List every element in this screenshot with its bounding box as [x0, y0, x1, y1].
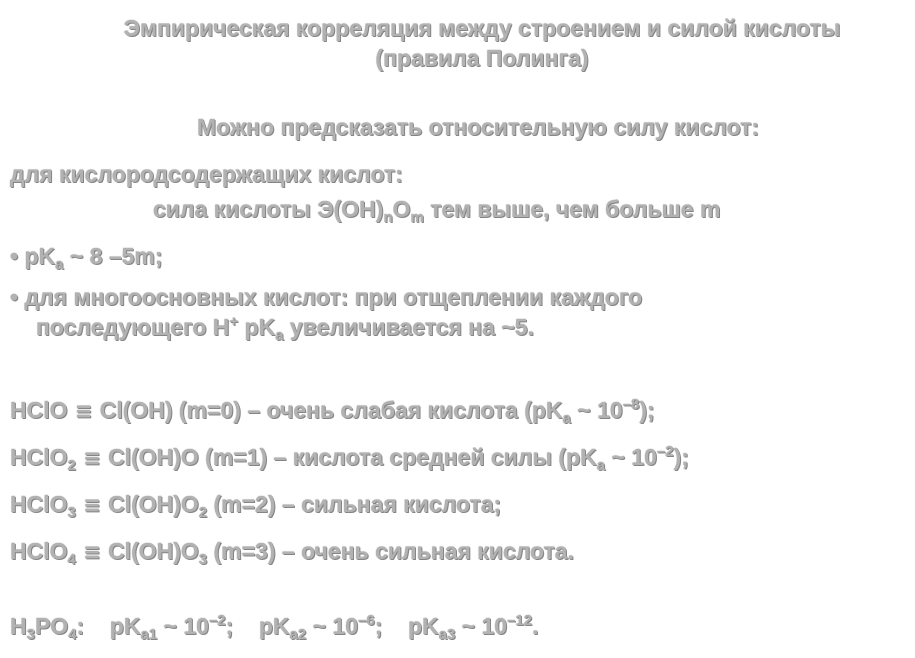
rule-sub-m: m — [410, 209, 424, 226]
pka3-label: pK — [407, 613, 439, 639]
sep1: ; — [225, 613, 259, 639]
hclo3-text: (m=2) – сильная кислота; — [207, 491, 502, 517]
title-line-2: (правила Полинга) — [375, 45, 589, 71]
hclo-text: (m=0) – очень слабая кислота (pK — [172, 397, 563, 423]
equiv-symbol: ≡ — [67, 399, 100, 423]
pka2-label: pK — [258, 613, 290, 639]
hclo-text2: ~ 10 — [570, 397, 623, 423]
hclo4-formula: HClO — [10, 538, 68, 564]
hclo2-formula-sub: 2 — [67, 457, 76, 474]
h3po4-h: H — [10, 613, 27, 639]
hclo2-exp: –2 — [656, 443, 674, 460]
hclo4-structure: Cl(OH)O — [108, 538, 199, 564]
bullet1-suffix: ~ 8 –5m; — [63, 243, 163, 269]
pka1-sub: a1 — [140, 626, 158, 643]
hclo2-sub: a — [596, 457, 606, 474]
bullet2-sup: + — [229, 313, 239, 330]
equiv-symbol: ≡ — [75, 540, 109, 564]
h3po4-po-sub: 4 — [68, 626, 77, 643]
title-line-1: Эмпирическая корреляция между строением и силой кислоты — [123, 15, 841, 41]
acid-strength-rule — [153, 195, 721, 226]
hclo-exp: –8 — [622, 396, 640, 413]
hclo-line — [10, 396, 655, 425]
hclo2-text2: ~ 10 — [605, 444, 657, 470]
hclo4-structure-sub: 3 — [198, 551, 208, 568]
pka3-value: ~ 10 — [455, 613, 508, 639]
hclo2-formula: HClO — [10, 444, 68, 470]
rule-sub-n: n — [383, 209, 393, 226]
rule-suffix: тем выше, чем больше m — [423, 196, 721, 222]
hclo-end: ); — [639, 397, 655, 423]
bullet2-mid: pK — [238, 314, 276, 340]
bullet1-sub: a — [55, 256, 64, 273]
h3po4-colon: : — [76, 613, 110, 639]
pka1-label: pK — [109, 613, 141, 639]
bullet-polybasic-line-2 — [36, 313, 534, 344]
pka2-value: ~ 10 — [306, 613, 359, 639]
hclo2-text: (m=1) – кислота средней силы (pK — [198, 444, 597, 470]
hclo4-formula-sub: 4 — [67, 551, 76, 568]
pka2-exp: –6 — [358, 612, 375, 629]
pka1-value: ~ 10 — [157, 613, 209, 639]
equiv-symbol: ≡ — [75, 446, 109, 470]
bullet1-prefix: • pK — [10, 243, 56, 269]
hclo-formula: HClO — [10, 397, 68, 423]
hclo-structure: Cl(OH) — [99, 397, 173, 423]
equiv-symbol: ≡ — [75, 493, 109, 517]
oxoacids-header: для кислородсодержащих кислот: — [10, 161, 403, 187]
h3po4-line — [10, 612, 539, 643]
bullet2-line2-prefix: последующего H — [36, 314, 230, 340]
pka2-sub: a2 — [289, 626, 307, 643]
hclo3-formula: HClO — [10, 491, 68, 517]
rule-o: O — [392, 196, 411, 222]
hclo3-line — [10, 490, 501, 519]
hclo-sub: a — [562, 410, 571, 427]
hclo3-structure-sub: 2 — [198, 504, 208, 521]
hclo3-structure: Cl(OH)O — [108, 491, 199, 517]
pka3-exp: –12 — [507, 612, 533, 629]
pka1-exp: –2 — [208, 612, 226, 629]
bullet2-suffix: увеличивается на ~5. — [283, 314, 534, 340]
hclo2-structure: Cl(OH)O — [108, 444, 199, 470]
hclo2-line — [10, 443, 689, 472]
bullet-polybasic-line-1: • для многоосновных кислот: при отщеплении каждого — [10, 284, 643, 310]
hclo3-formula-sub: 3 — [67, 504, 76, 521]
pka3-sub: a3 — [438, 626, 456, 643]
h3po4-h-sub: 3 — [26, 626, 35, 643]
bullet-pka-formula — [10, 242, 163, 273]
sep2: ; — [374, 613, 408, 639]
h3po4-po: PO — [34, 613, 69, 639]
subtitle: Можно предсказать относительную силу кислот: — [196, 114, 760, 140]
rule-prefix: сила кислоты Э(OH) — [153, 196, 384, 222]
hclo2-end: ); — [673, 444, 689, 470]
hclo4-text: (m=3) – очень сильная кислота. — [207, 538, 574, 564]
h3po4-end: . — [532, 613, 539, 639]
hclo4-line — [10, 537, 574, 566]
bullet2-sub: a — [275, 327, 284, 344]
